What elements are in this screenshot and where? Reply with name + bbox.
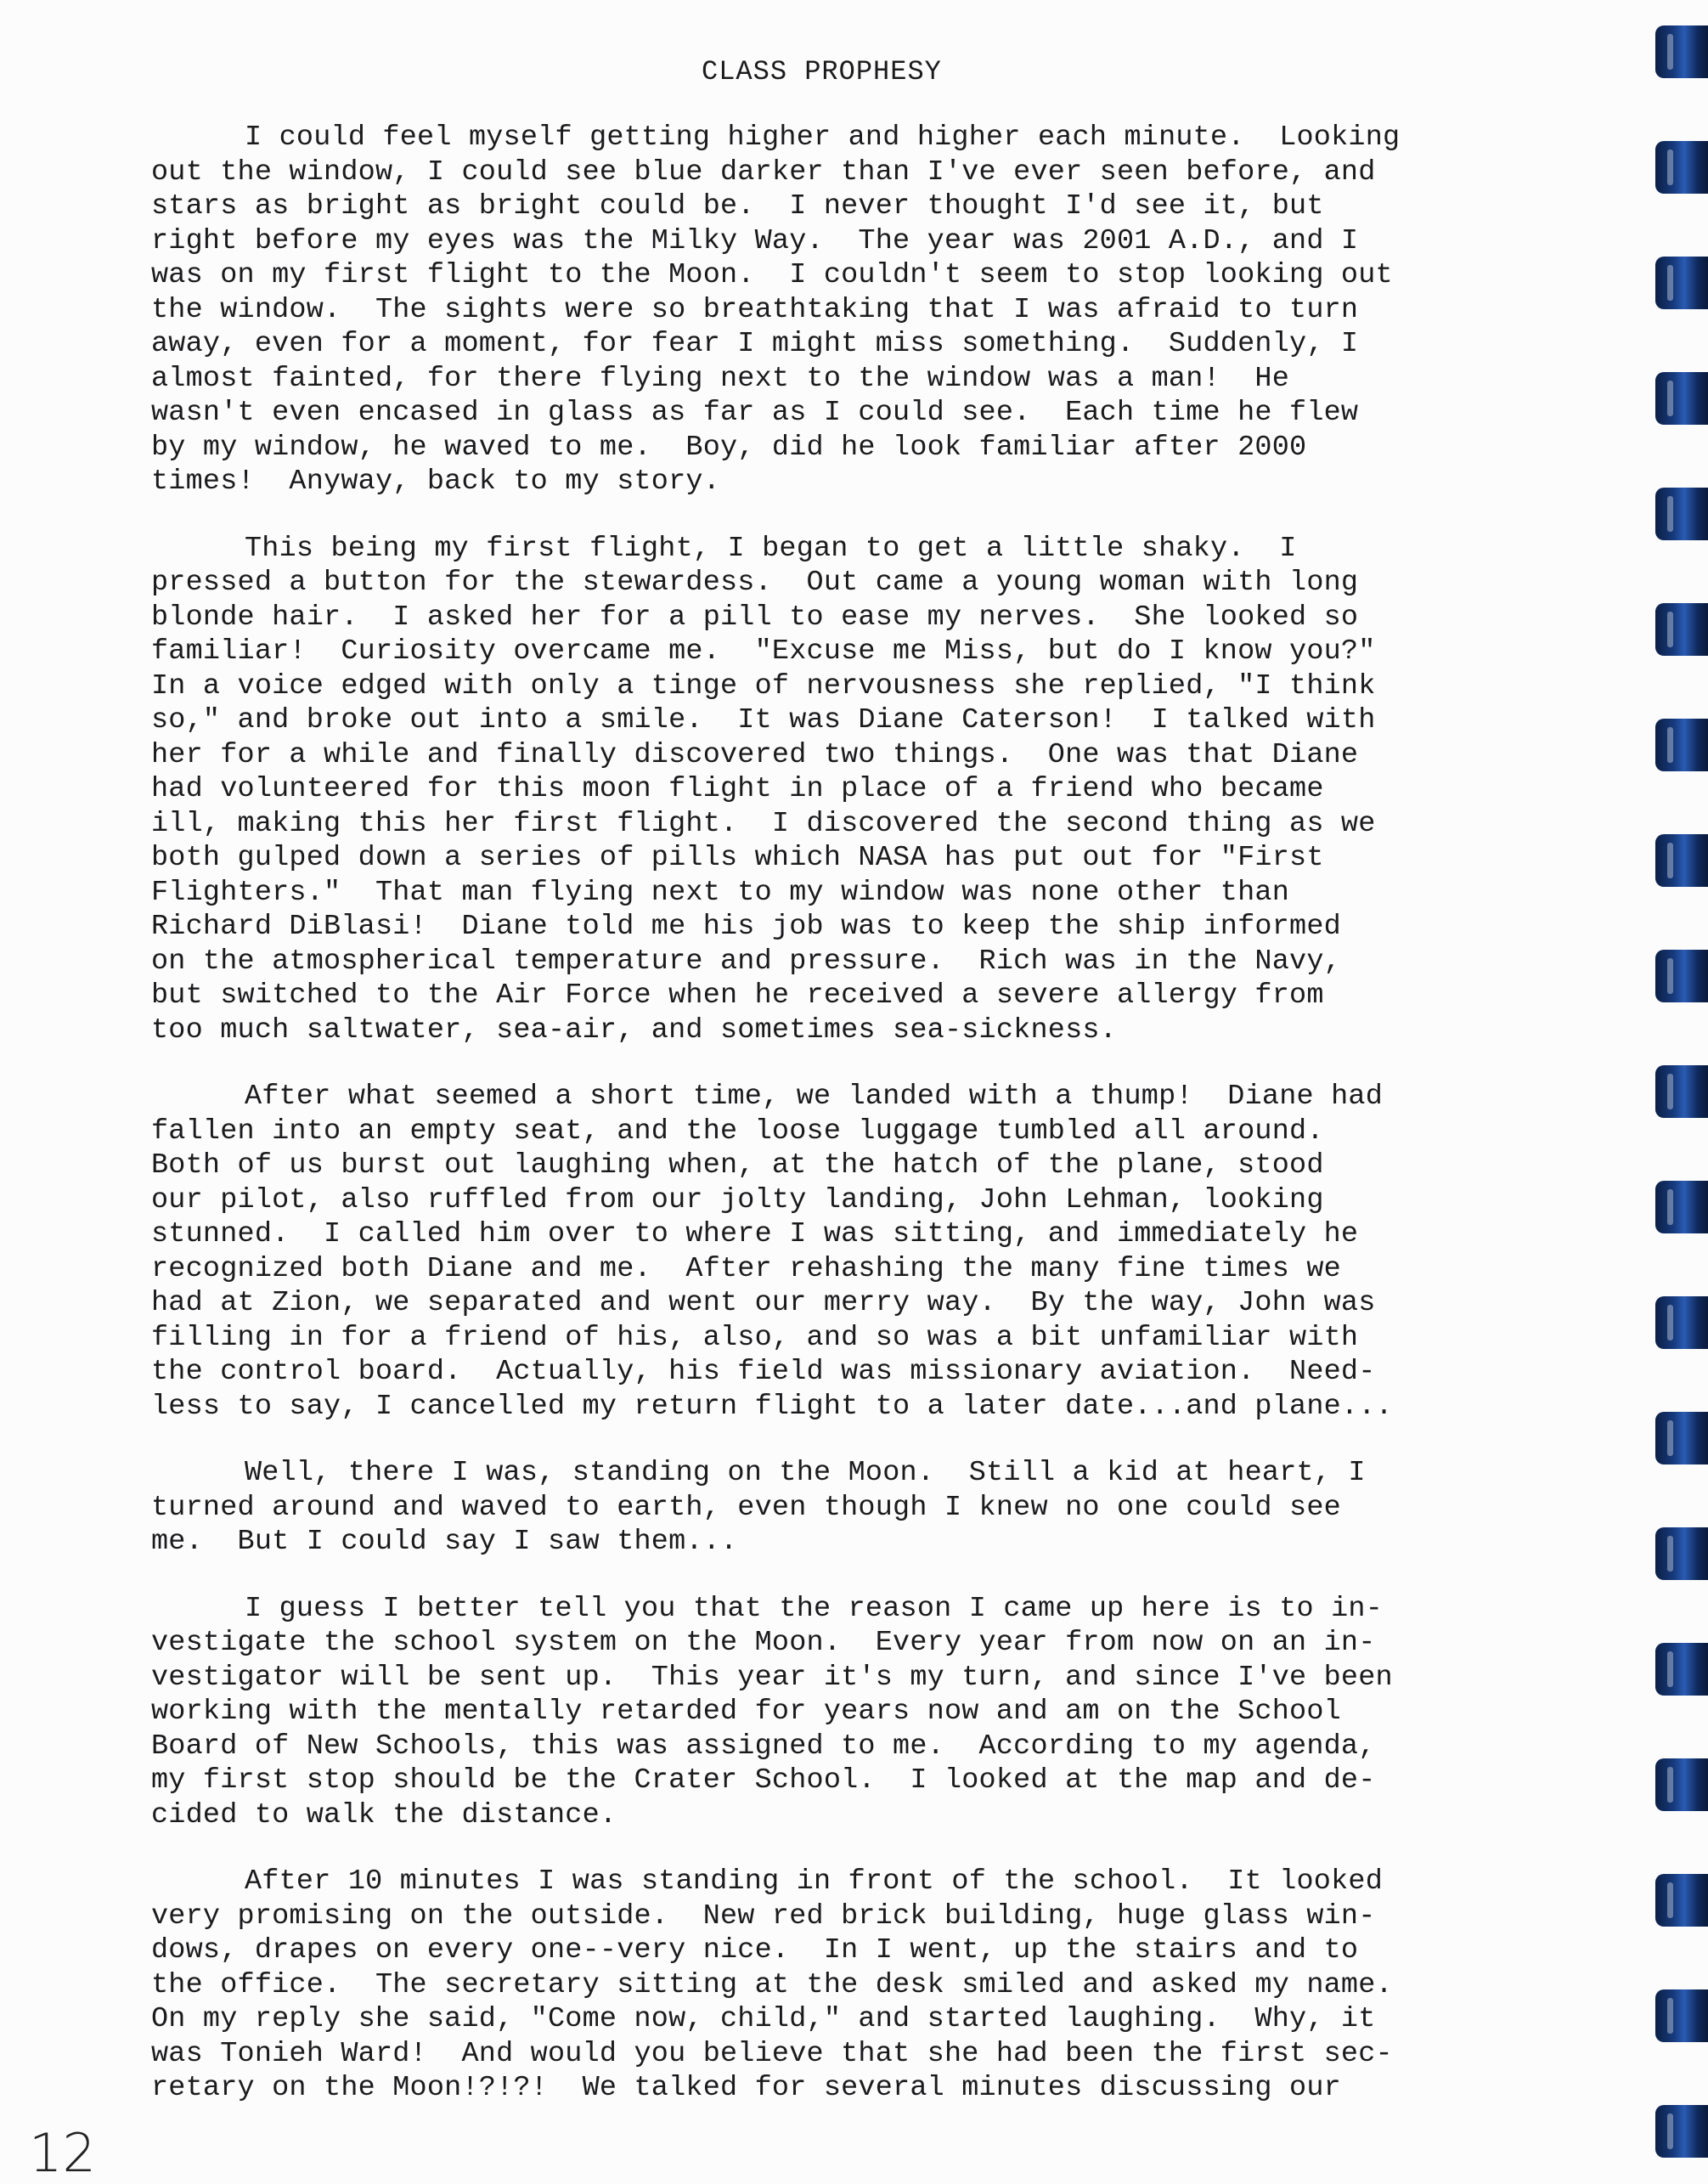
text-line: After what seemed a short time, we landed with a thump! Diane had: [245, 1081, 1384, 1113]
text-line: On my reply she said, "Come now, child," and started laughing. Why, it: [151, 2003, 1376, 2035]
spiral-binding: [1649, 0, 1708, 2175]
text-line: me. But I could say I saw them...: [151, 1526, 738, 1558]
binding-coil: [1655, 603, 1708, 656]
binding-coil: [1655, 141, 1708, 194]
binding-coil: [1655, 257, 1708, 309]
text-line: filling in for a friend of his, also, and so was a bit unfamiliar with: [151, 1321, 1359, 1354]
text-line: working with the mentally retarded for years now and am on the School: [151, 1696, 1341, 1728]
text-line: almost fainted, for there flying next to the window was a man! He: [151, 362, 1290, 395]
text-line: away, even for a moment, for fear I might miss something. Suddenly, I: [151, 328, 1359, 360]
text-line: times! Anyway, back to my story.: [151, 466, 721, 498]
binding-coil: [1655, 25, 1708, 78]
text-line: I could feel myself getting higher and higher each minute. Looking: [245, 121, 1401, 154]
text-line: out the window, I could see blue darker than I've ever seen before, and: [151, 155, 1376, 189]
text-line: less to say, I cancelled my return flight to a later date...and plane...: [151, 1390, 1393, 1423]
text-line: turned around and waved to earth, even though I knew no one could see: [151, 1491, 1341, 1524]
text-line: too much saltwater, sea-air, and sometimes sea-sickness.: [151, 1013, 1117, 1047]
text-line: Flighters." That man flying next to my window was none other than: [151, 876, 1290, 909]
paragraph: [151, 1456, 1493, 1560]
binding-coil: [1655, 950, 1708, 1002]
paragraph: [151, 1592, 1493, 1833]
text-line: so," and broke out into a smile. It was Diane Caterson! I talked with: [151, 704, 1376, 736]
text-line: her for a while and finally discovered two things. One was that Diane: [151, 738, 1359, 771]
text-line: blonde hair. I asked her for a pill to ease my nerves. She looked so: [151, 601, 1359, 634]
text-line: cided to walk the distance.: [151, 1798, 617, 1831]
binding-coil: [1655, 1296, 1708, 1349]
binding-coil: [1655, 1527, 1708, 1580]
text-line: stunned. I called him over to where I was sitting, and immediately he: [151, 1218, 1359, 1250]
text-line: retary on the Moon!?!?! We talked for several minutes discussing our: [151, 2072, 1341, 2104]
text-line: fallen into an empty seat, and the loose luggage tumbled all around.: [151, 1115, 1324, 1148]
binding-coil: [1655, 488, 1708, 540]
text-line: vestigate the school system on the Moon. Every year from now on an in-: [151, 1627, 1376, 1659]
binding-coil: [1655, 1065, 1708, 1118]
text-line: Board of New Schools, this was assigned to me. According to my agenda,: [151, 1730, 1376, 1763]
text-line: by my window, he waved to me. Boy, did he look familiar after 2000: [151, 431, 1307, 464]
text-line: Well, there I was, standing on the Moon. Still a kid at heart, I: [245, 1457, 1366, 1489]
text-line: very promising on the outside. New red brick building, huge glass win-: [151, 1899, 1376, 1933]
page-title: CLASS PROPHESY: [702, 56, 942, 87]
page-body: [151, 121, 1493, 2138]
paragraph: [151, 1865, 1493, 2106]
text-line: was on my first flight to the Moon. I couldn't seem to stop looking out: [151, 259, 1393, 291]
binding-coil: [1655, 719, 1708, 771]
text-line: both gulped down a series of pills which NASA has put out for "First: [151, 842, 1324, 874]
text-line: on the atmospherical temperature and pressure. Rich was in the Navy,: [151, 945, 1341, 978]
text-line: my first stop should be the Crater School. I looked at the map and de-: [151, 1764, 1376, 1797]
text-line: In a voice edged with only a tinge of nervousness she replied, "I think: [151, 669, 1376, 703]
binding-coil: [1655, 1758, 1708, 1811]
paragraph: [151, 121, 1493, 499]
text-line: Both of us burst out laughing when, at the hatch of the plane, stood: [151, 1149, 1324, 1182]
text-line: dows, drapes on every one--very nice. In I went, up the stairs and to: [151, 1934, 1359, 1967]
text-line: Richard DiBlasi! Diane told me his job was to keep the ship informed: [151, 911, 1341, 943]
text-line: the window. The sights were so breathtaking that I was afraid to turn: [151, 293, 1359, 326]
text-line: I guess I better tell you that the reason I came up here is to in-: [245, 1592, 1384, 1625]
text-line: wasn't even encased in glass as far as I could see. Each time he flew: [151, 397, 1359, 429]
text-line: This being my first flight, I began to get a little shaky. I: [245, 532, 1297, 565]
text-line: but switched to the Air Force when he received a severe allergy from: [151, 979, 1324, 1012]
text-line: right before my eyes was the Milky Way. The year was 2001 A.D., and I: [151, 224, 1359, 257]
text-line: After 10 minutes I was standing in front of the school. It looked: [245, 1865, 1384, 1898]
text-line: recognized both Diane and me. After rehashing the many fine times we: [151, 1252, 1341, 1285]
text-line: our pilot, also ruffled from our jolty landing, John Lehman, looking: [151, 1183, 1324, 1216]
paragraph: [151, 1080, 1493, 1424]
paragraph: [151, 532, 1493, 1048]
binding-coil: [1655, 834, 1708, 887]
text-line: the office. The secretary sitting at the desk smiled and asked my name.: [151, 1968, 1393, 2001]
text-line: had at Zion, we separated and went our merry way. By the way, John was: [151, 1287, 1376, 1319]
text-line: pressed a button for the stewardess. Out came a young woman with long: [151, 567, 1359, 599]
text-line: had volunteered for this moon flight in place of a friend who became: [151, 773, 1324, 805]
text-line: vestigator will be sent up. This year it's my turn, and since I've been: [151, 1661, 1393, 1694]
binding-coil: [1655, 2105, 1708, 2158]
text-line: ill, making this her first flight. I discovered the second thing as we: [151, 807, 1376, 840]
binding-coil: [1655, 1989, 1708, 2042]
text-line: was Tonieh Ward! And would you believe that she had been the first sec-: [151, 2037, 1393, 2070]
text-line: stars as bright as bright could be. I never thought I'd see it, but: [151, 190, 1324, 223]
text-line: familiar! Curiosity overcame me. "Excuse me Miss, but do I know you?": [151, 635, 1376, 668]
binding-coil: [1655, 1643, 1708, 1696]
binding-coil: [1655, 1412, 1708, 1464]
binding-coil: [1655, 1181, 1708, 1233]
text-line: the control board. Actually, his field was missionary aviation. Need-: [151, 1356, 1376, 1388]
binding-coil: [1655, 1874, 1708, 1927]
binding-coil: [1655, 372, 1708, 425]
page-number: 12: [29, 2122, 96, 2184]
